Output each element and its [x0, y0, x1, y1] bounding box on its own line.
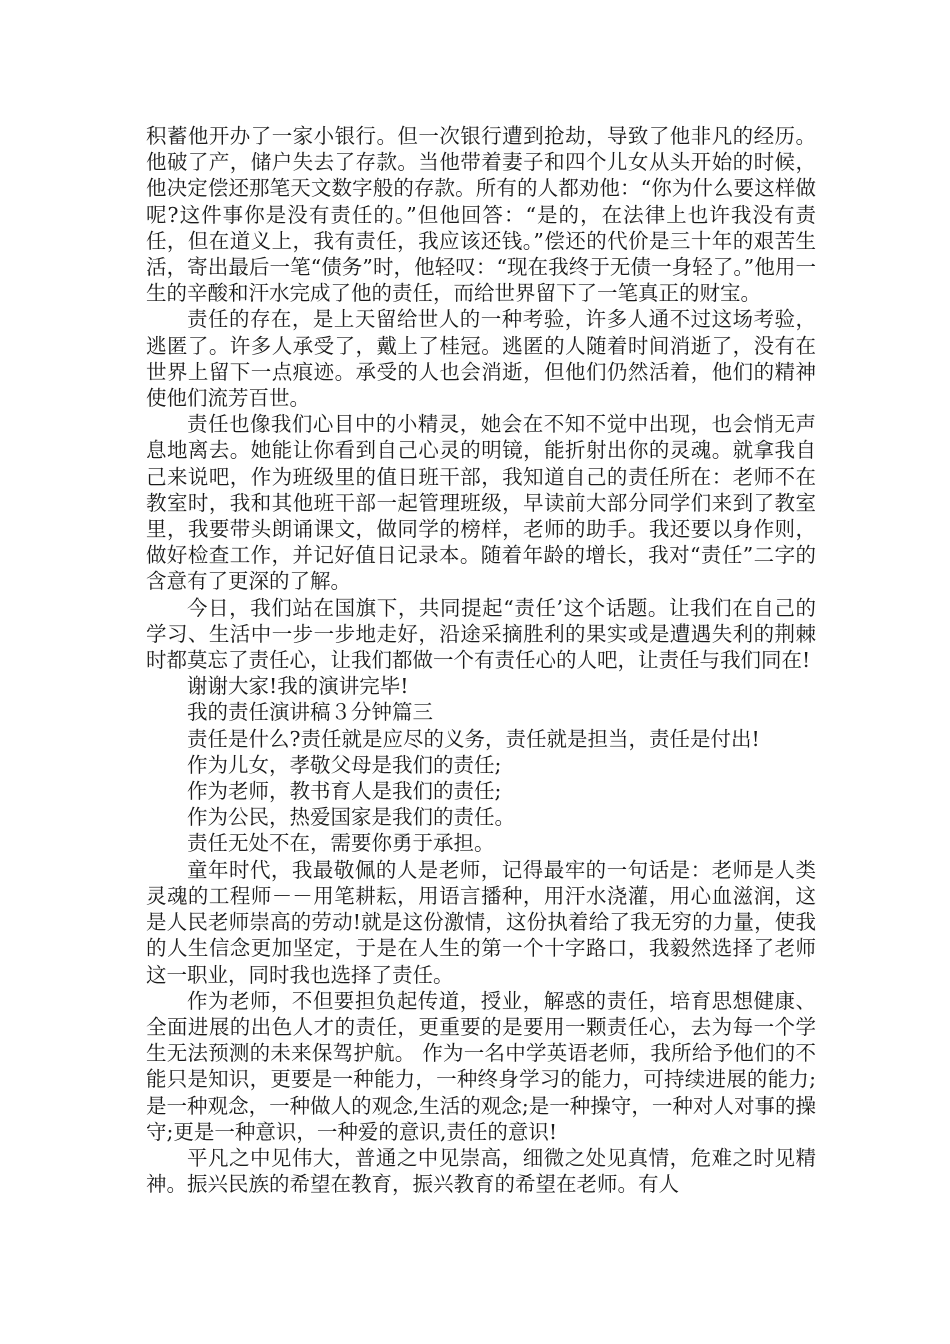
paragraph-5: 谢谢大家!我的演讲完毕!: [187, 674, 409, 699]
paragraph-1: 积蓄他开办了一家小银行。但一次银行遭到抢劫，导致了他非凡的经历。他破了产，储户失去了存款。当他带着妻子和四个儿女从头开始的时候，他决定偿还那笔天文数字般的存款。所有的人都劝他：“你为什么要这样做呢?这件事你是没有责任的。”但他回答：“是的，在法律上也许我没有责任，但在道义上，我有责任，我应该还钱。”偿还的代价是三十年的艰苦生活，寄出最后一笔“债务”时，他轻叹：“现在我终于无债一身轻了。”他用一生的辛酸和汗水完成了他的责任，而给世界留下了一笔真正的财宝。: [146, 124, 816, 306]
paragraph-9: 作为老师，教书育人是我们的责任;: [187, 779, 502, 804]
paragraph-10: 作为公民，热爱国家是我们的责任。: [187, 805, 515, 830]
paragraph-14: 平凡之中见伟大，普通之中见崇高，细微之处见真情，危难之时见精神。振兴民族的希望在教育，振兴教育的希望在老师。有人: [146, 1145, 816, 1197]
paragraph-11: 责任无处不在，需要你勇于承担。: [187, 831, 495, 856]
paragraph-3: 责任也像我们心目中的小精灵，她会在不知不觉中出现，也会悄无声息地离去。她能让你看到自己心灵的明镜，能折射出你的灵魂。就拿我自己来说吧，作为班级里的值日班干部，我知道自己的责任所在：老师不在教室时，我和其他班干部一起管理班级，早读前大部分同学们来到了教室里，我要带头朗诵课文，做同学的榜样，老师的助手。我还要以身作则，做好检查工作，并记好值日记录本。随着年龄的增长，我对“责任”二字的含意有了更深的了解。: [146, 412, 816, 594]
paragraph-4: 今日，我们站在国旗下，共同提起“责任’这个话题。让我们在自己的学习、生活中一步一步地走好，沿途采摘胜利的果实或是遭遇失利的荆棘时都莫忘了责任心，让我们都做一个有责任心的人吧，让责任与我们同在!: [146, 595, 816, 673]
section-heading: 我的责任演讲稿３分钟篇三: [187, 700, 433, 725]
paragraph-8: 作为儿女，孝敬父母是我们的责任;: [187, 752, 502, 777]
paragraph-12: 童年时代，我最敬佩的人是老师，记得最牢的一句话是：老师是人类灵魂的工程师－－用笔耕耘，用语言播种，用汗水浇灌，用心血滋润，这是人民老师崇高的劳动!就是这份激情，这份执着给了我无穷的力量，使我的人生信念更加坚定，于是在人生的第一个十字路口，我毅然选择了老师这一职业，同时我也选择了责任。: [146, 857, 816, 987]
paragraph-13: 作为老师，不但要担负起传道，授业，解惑的责任，培育思想健康、全面进展的出色人才的责任，更重要的是要用一颗责任心，去为每一个学生无法预测的未来保驾护航。 作为一名中学英语老师，我所给予他们的不能只是知识，更要是一种能力，一种终身学习的能力，可持续进展的能力;是一种观念，一种做人的观念,生活的观念;是一种操守，一种对人对事的操守;更是一种意识，一种爱的意识,责任的意识!: [146, 988, 816, 1144]
document-body: [146, 123, 816, 1197]
paragraph-2: 责任的存在，是上天留给世人的一种考验，许多人通不过这场考验，逃匿了。许多人承受了，戴上了桂冠。逃匿的人随着时间消逝了，没有在世界上留下一点痕迹。承受的人也会消逝，但他们仍然活着，他们的精神使他们流芳百世。: [146, 307, 816, 411]
paragraph-7: 责任是什么?责任就是应尽的义务，责任就是担当，责任是付出!: [187, 726, 760, 751]
